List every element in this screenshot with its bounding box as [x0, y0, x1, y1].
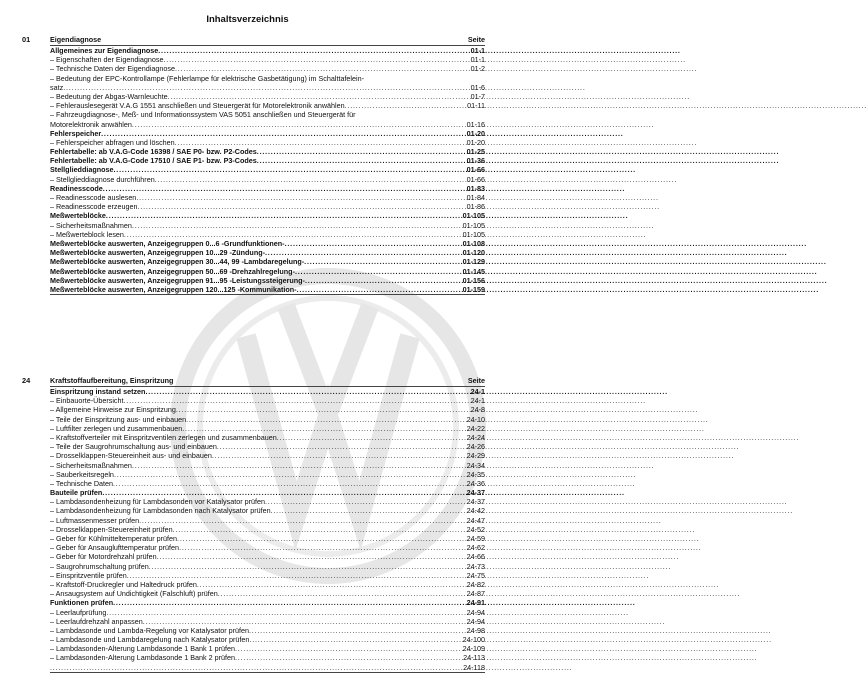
toc-page-number: 01-16	[466, 119, 485, 129]
dot-leader	[145, 387, 469, 396]
toc-entry-row[interactable]	[50, 451, 485, 460]
toc-entry-text: Meßwerteblöcke auswerten, Anzeigegruppen 30...44, 99 -Lambdaregelung-	[50, 257, 305, 267]
toc-entry-text: – Geber für Motordrehzahl prüfen	[50, 552, 157, 562]
toc-page-number: 01-20	[466, 137, 485, 147]
toc-entry-row[interactable]	[50, 230, 485, 239]
toc-page-number: 24-42	[466, 506, 485, 516]
dot-leader	[175, 64, 470, 73]
dot-leader	[235, 644, 462, 653]
dot-leader	[50, 663, 462, 672]
dot-leader	[114, 165, 466, 174]
toc-chapter-row[interactable]	[50, 147, 485, 156]
toc-entry-text: – Allgemeine Hinweise zur Einspritzung	[50, 405, 176, 415]
toc-page-number: 24-87	[466, 589, 485, 599]
toc-entry-row[interactable]	[50, 74, 485, 83]
toc-page-number: 01-129	[462, 257, 485, 267]
toc-entry-text: – Fahrzeugdiagnose-, Meß- und Informationssystem VAS 5051 anschließen und Steuergerät für	[50, 110, 356, 120]
toc-page-number: 24-52	[466, 524, 485, 534]
page-column-label: Seite	[467, 35, 485, 44]
dot-leader	[103, 184, 466, 193]
toc-entry-row[interactable]	[50, 193, 485, 202]
dot-leader	[265, 497, 466, 506]
dot-leader	[136, 193, 465, 202]
toc-page-number: 24-100	[462, 635, 485, 645]
toc-entry-text: – Technische Daten der Eigendiagnose	[50, 64, 175, 74]
toc-entry-row[interactable]	[50, 461, 485, 470]
toc-page-number: 24-34	[466, 460, 485, 470]
dot-leader	[132, 120, 466, 129]
toc-entry-row[interactable]	[50, 442, 485, 451]
toc-entry-text: – Lambdasonden-Alterung Lambdasonde 1 Bank 2 prüfen	[50, 653, 236, 663]
section-title: Eigendiagnose	[50, 35, 102, 44]
toc-entry-text: – Lambdasondenheizung für Lambdasonden vor Katalysator prüfen	[50, 497, 265, 507]
toc-entry-row[interactable]	[50, 405, 485, 414]
toc-chapter-row[interactable]	[50, 129, 485, 138]
toc-entry-row[interactable]	[50, 175, 485, 184]
toc-chapter-row[interactable]	[50, 248, 485, 257]
toc-page-number: 24-37	[466, 497, 485, 507]
toc-entry-text: – Lambdasondenheizung für Lambdasonden nach Katalysator prüfen	[50, 506, 271, 516]
dot-leader	[297, 285, 462, 294]
section-01	[22, 35, 485, 295]
dot-leader	[271, 506, 466, 515]
toc-page-number: 24-91	[466, 598, 485, 608]
toc-chapter-row[interactable]	[50, 257, 485, 266]
toc-entry-text: – Drosselklappen-Steuereinheit prüfen	[50, 524, 173, 534]
toc-entry-text: Meßwerteblöcke auswerten, Anzeigegruppen 0...6 -Grundfunktionen-	[50, 238, 285, 248]
toc-entry-text: Meßwerteblöcke	[50, 211, 106, 221]
toc-entry-text: – Meßwerteblock lesen	[50, 229, 124, 239]
dot-leader	[257, 147, 466, 156]
toc-page-number: 01-84	[466, 193, 485, 202]
dot-leader	[113, 598, 466, 607]
toc-entry-row[interactable]	[50, 608, 485, 617]
toc-page-number: 01-105	[462, 220, 485, 230]
toc-entry-text: – Drosselklappen-Steuereinheit aus- und einbauen	[50, 451, 212, 461]
toc-page-number: 24-113	[463, 653, 485, 663]
toc-page-number: 01-1	[470, 46, 485, 55]
toc-entry-text: Allgemeines zur Eigendiagnose	[50, 46, 159, 55]
toc-chapter-row[interactable]	[50, 267, 485, 276]
toc-entry-row[interactable]	[50, 55, 485, 64]
toc-page-number: 24-94	[466, 607, 485, 617]
toc-entry-row[interactable]	[50, 653, 485, 662]
dot-leader	[186, 415, 465, 424]
toc-entry-row[interactable]	[50, 433, 485, 442]
toc-page-number: 24-29	[466, 451, 485, 461]
toc-entry-row[interactable]	[50, 101, 485, 110]
dot-leader	[257, 156, 466, 165]
toc-entry-text: Einspritzung instand setzen	[50, 387, 146, 396]
toc-entry-row[interactable]	[50, 525, 485, 534]
toc-entry-row[interactable]	[50, 617, 485, 626]
toc-entry-row[interactable]	[50, 497, 485, 506]
dot-leader	[182, 424, 465, 433]
toc-page-number: 01-66	[466, 165, 485, 175]
toc-entry-row[interactable]	[50, 516, 485, 525]
toc-entry-text: – Leerlaufprüfung	[50, 607, 107, 617]
toc-entry-text: Meßwerteblöcke auswerten, Anzeigegruppen 50...69 -Drehzahlregelung-	[50, 266, 295, 276]
toc-entry-text: – Teile der Saugrohrumschaltung aus- und einbauen	[50, 442, 217, 452]
toc-page-number: 24-118	[463, 662, 485, 672]
toc-entry-text: – Kraftstoff-Druckregler und Haltedruck prüfen	[50, 579, 197, 589]
toc-entry-text: – Technische Daten	[50, 478, 113, 488]
toc-entry-text: – Stellglieddiagnose durchführen	[50, 174, 155, 184]
toc-page-number: 01-105	[462, 211, 485, 221]
toc-entry-row[interactable]	[50, 626, 485, 635]
dot-leader	[173, 525, 466, 534]
dot-leader	[139, 516, 466, 525]
dot-leader	[114, 470, 466, 479]
toc-entry-text: – Fehlerspeicher abfragen und löschen	[50, 137, 175, 147]
toc-chapter-row[interactable]	[50, 239, 485, 248]
dot-leader	[155, 175, 466, 184]
toc-entry-text: – Bedeutung der EPC-Kontrollampe (Fehlerlampe für elektrische Gasbetätigung) im Schalttafelein-	[50, 73, 365, 83]
toc-page-number: 24-35	[466, 469, 485, 479]
toc-entry-row[interactable]	[50, 138, 485, 147]
dot-leader	[345, 101, 467, 110]
toc-entry-text: Fehlerspeicher	[50, 128, 102, 138]
toc-entry-text: – Einspritzventile prüfen	[50, 570, 127, 580]
toc-page-number: 01-86	[466, 202, 485, 212]
toc-entry-text: Fehlertabelle: ab V.A.G-Code 17510 / SAE P1- bzw. P3-Codes	[50, 156, 257, 166]
toc-entry-text: Meßwerteblöcke auswerten, Anzeigegruppen 91...95 -Leistungssteigerung-	[50, 275, 305, 285]
dot-leader	[295, 267, 462, 276]
toc-entry-row[interactable]	[50, 580, 485, 589]
dot-leader	[197, 580, 466, 589]
toc-page-number: 01-6	[470, 82, 485, 92]
toc-entry-text: – Einbauorte-Übersicht	[50, 396, 124, 406]
dot-leader	[304, 257, 461, 266]
toc-list	[50, 376, 485, 673]
toc-chapter-row[interactable]	[50, 184, 485, 193]
toc-entry-row[interactable]	[50, 415, 485, 424]
dot-leader	[175, 138, 466, 147]
toc-entry-text: Fehlertabelle: ab V.A.G-Code 16398 / SAE P0- bzw. P2-Codes	[50, 147, 257, 157]
toc-entry-row[interactable]	[50, 424, 485, 433]
dot-leader	[277, 433, 466, 442]
toc-list	[50, 35, 485, 295]
dot-leader	[218, 589, 466, 598]
toc-page-number: 24-73	[466, 561, 485, 571]
toc-page-number: 01-1	[470, 55, 485, 65]
toc-entry-text: – Fehlerauslesegerät V.A.G 1551 anschließen und Steuergerät für Motorelektronik anwählen	[50, 101, 345, 111]
toc-page-number: 01-36	[466, 156, 485, 166]
toc-chapter-row[interactable]	[50, 211, 485, 220]
dot-leader	[132, 461, 466, 470]
toc-entry-row[interactable]	[50, 589, 485, 598]
toc-entry-text: – Eigenschaften der Eigendiagnose	[50, 55, 164, 65]
dot-leader	[124, 396, 470, 405]
dot-leader	[179, 543, 466, 552]
toc-entry-row[interactable]	[50, 120, 485, 129]
toc-entry-row[interactable]	[50, 202, 485, 211]
toc-entry-row[interactable]	[50, 552, 485, 561]
toc-entry-text: – Ansaugsystem auf Undichtigkeit (Falschluft) prüfen	[50, 589, 218, 599]
toc-entry-row[interactable]	[50, 635, 485, 644]
dot-leader	[124, 230, 462, 239]
toc-entry-text: – Teile der Einspritzung aus- und einbauen	[50, 414, 187, 424]
toc-page-number: 24-1	[470, 387, 485, 396]
dot-leader	[132, 221, 462, 230]
dot-leader	[249, 635, 461, 644]
toc-chapter-row[interactable]	[50, 488, 485, 497]
toc-page-number: 24-24	[466, 432, 485, 442]
toc-entry-row[interactable]	[50, 396, 485, 405]
toc-page-number: 01-83	[466, 183, 485, 193]
toc-entry-row[interactable]	[50, 571, 485, 580]
toc-chapter-row[interactable]	[50, 387, 485, 396]
toc-entry-row[interactable]	[50, 470, 485, 479]
toc-page-number: 01-2	[470, 64, 485, 74]
section-24	[22, 376, 485, 673]
toc-entry-text: – Sicherheitsmaßnahmen	[50, 460, 132, 470]
toc-entry-row[interactable]	[50, 92, 485, 101]
dot-leader	[249, 626, 466, 635]
dot-leader	[305, 276, 462, 285]
toc-page-number: 24-98	[466, 625, 485, 635]
toc-chapter-row[interactable]	[50, 165, 485, 174]
dot-leader	[138, 202, 466, 211]
toc-entry-text: – Kraftstoffverteiler mit Einspritzventilen zerlegen und zusammenbauen	[50, 432, 277, 442]
dot-leader	[149, 562, 466, 571]
toc-entry-row[interactable]	[50, 64, 485, 73]
toc-chapter-row[interactable]	[50, 156, 485, 165]
dot-leader	[212, 451, 466, 460]
dot-leader	[102, 488, 465, 497]
toc-page-number: 01-145	[462, 266, 485, 276]
toc-page-number: 24-75	[466, 570, 485, 580]
toc-page-number: 24-36	[466, 478, 485, 488]
toc-entry-row[interactable]	[50, 543, 485, 552]
toc-chapter-row[interactable]	[50, 285, 485, 294]
dot-leader	[157, 552, 466, 561]
dot-leader	[106, 211, 462, 220]
toc-page-number: 24-22	[466, 423, 485, 433]
dot-leader	[265, 248, 462, 257]
toc-page-number: 01-11	[467, 101, 485, 111]
toc-entry-text: – Readinesscode erzeugen	[50, 202, 138, 212]
toc-entry-row[interactable]	[50, 534, 485, 543]
toc-page-number: 01-108	[462, 238, 485, 248]
toc-chapter-row[interactable]	[50, 598, 485, 607]
toc-page-number: 01-120	[462, 248, 485, 258]
dot-leader	[143, 617, 466, 626]
toc-entry-text: – Leerlaufdrehzahl anpassen	[50, 616, 143, 626]
toc-page-number: 01-25	[466, 147, 485, 157]
section-title: Kraftstoffaufbereitung, Einspritzung	[50, 376, 174, 385]
toc-page-number: 24-66	[466, 552, 485, 562]
toc-entry-text: Bauteile prüfen	[50, 488, 103, 498]
page-title: Inhaltsverzeichnis	[206, 14, 289, 25]
dot-leader	[176, 405, 470, 414]
toc-entry-text: – Lambdasonde und Lambda-Regelung vor Katalysator prüfen	[50, 625, 249, 635]
section-number: 24	[22, 376, 31, 385]
toc-entry-text: – Luftfilter zerlegen und zusammenbauen	[50, 423, 183, 433]
toc-entry-text: – Lambdasonde und Lambdaregelung nach Katalysator prüfen	[50, 635, 250, 645]
section-number: 01	[22, 35, 31, 44]
toc-page-number: 01-7	[470, 91, 485, 101]
toc-entry-text: Funktionen prüfen	[50, 598, 114, 608]
toc-page-number: 24-1	[470, 396, 485, 406]
toc-entry-row[interactable]	[50, 562, 485, 571]
toc-page-number: 24-59	[466, 534, 485, 543]
toc-chapter-row[interactable]	[50, 276, 485, 285]
dot-leader	[285, 239, 462, 248]
toc-page-number: 24-37	[466, 488, 485, 498]
page-column-label: Seite	[467, 376, 485, 385]
toc-entry-text: – Sauberkeitsregeln	[50, 469, 114, 479]
toc-entry-row[interactable]	[50, 479, 485, 488]
toc-page-number: 01-20	[466, 128, 485, 138]
dot-leader	[177, 534, 466, 543]
dot-leader	[106, 608, 465, 617]
toc-entry-text: – Bedeutung der Abgas-Warnleuchte	[50, 91, 168, 101]
dot-leader	[235, 653, 462, 662]
dot-leader	[127, 571, 466, 580]
dot-leader	[113, 479, 466, 488]
toc-entry-text: Motorelektronik anwählen	[50, 119, 132, 129]
toc-entry-text: – Luftmassenmesser prüfen	[50, 515, 140, 525]
toc-chapter-row[interactable]	[50, 46, 485, 55]
toc-entry-text: Meßwerteblöcke auswerten, Anzeigegruppen 120...125 -Kommunikation-	[50, 284, 297, 294]
toc-entry-text: – Saugrohrumschaltung prüfen	[50, 561, 149, 571]
toc-entry-row[interactable]	[50, 221, 485, 230]
toc-entry-row[interactable]	[50, 644, 485, 653]
toc-entry-text: – Sicherheitsmaßnahmen	[50, 220, 132, 230]
toc-entry-text: Readinesscode	[50, 183, 103, 193]
dot-leader	[217, 442, 466, 451]
toc-page-number: 24-62	[466, 543, 485, 553]
toc-page-number: 24-8	[470, 405, 485, 415]
toc-page-number: 01-156	[462, 275, 485, 285]
toc-page-number: 24-109	[462, 644, 485, 654]
toc-page-number: 24-94	[466, 616, 485, 626]
section-title-row	[50, 35, 485, 46]
toc-page-number: 24-82	[466, 579, 485, 589]
dot-leader	[158, 46, 469, 55]
toc-entry-row[interactable]	[50, 83, 485, 92]
toc-entry-text: Stellglieddiagnose	[50, 165, 114, 175]
toc-page-number: 01-159	[462, 284, 485, 294]
toc-entry-text: – Geber für Kühlmitteltemperatur prüfen	[50, 534, 178, 543]
dot-leader	[101, 129, 465, 138]
toc-page-number: 24-26	[466, 442, 485, 452]
dot-leader	[63, 83, 469, 92]
toc-entry-text: – Lambdasonden-Alterung Lambdasonde 1 Bank 1 prüfen	[50, 644, 236, 654]
toc-entry-row[interactable]	[50, 506, 485, 515]
toc-page-number: 01-105	[462, 229, 485, 239]
dot-leader	[164, 55, 470, 64]
toc-entry-row[interactable]	[50, 110, 485, 119]
toc-page-number: 01-66	[466, 174, 485, 184]
section-title-row	[50, 376, 485, 387]
toc-page-number: 24-47	[466, 515, 485, 525]
toc-entry-text: satz	[50, 82, 64, 92]
toc-entry-text: Meßwerteblöcke auswerten, Anzeigegruppen 10...29 -Zündung-	[50, 248, 265, 258]
toc-page-number: 24-10	[466, 414, 485, 424]
toc-entry-text: – Geber für Ansauglufttemperatur prüfen	[50, 543, 180, 553]
dot-leader	[168, 92, 470, 101]
toc-entry-text: – Readinesscode auslesen	[50, 193, 137, 202]
toc-entry-row[interactable]	[50, 663, 485, 672]
